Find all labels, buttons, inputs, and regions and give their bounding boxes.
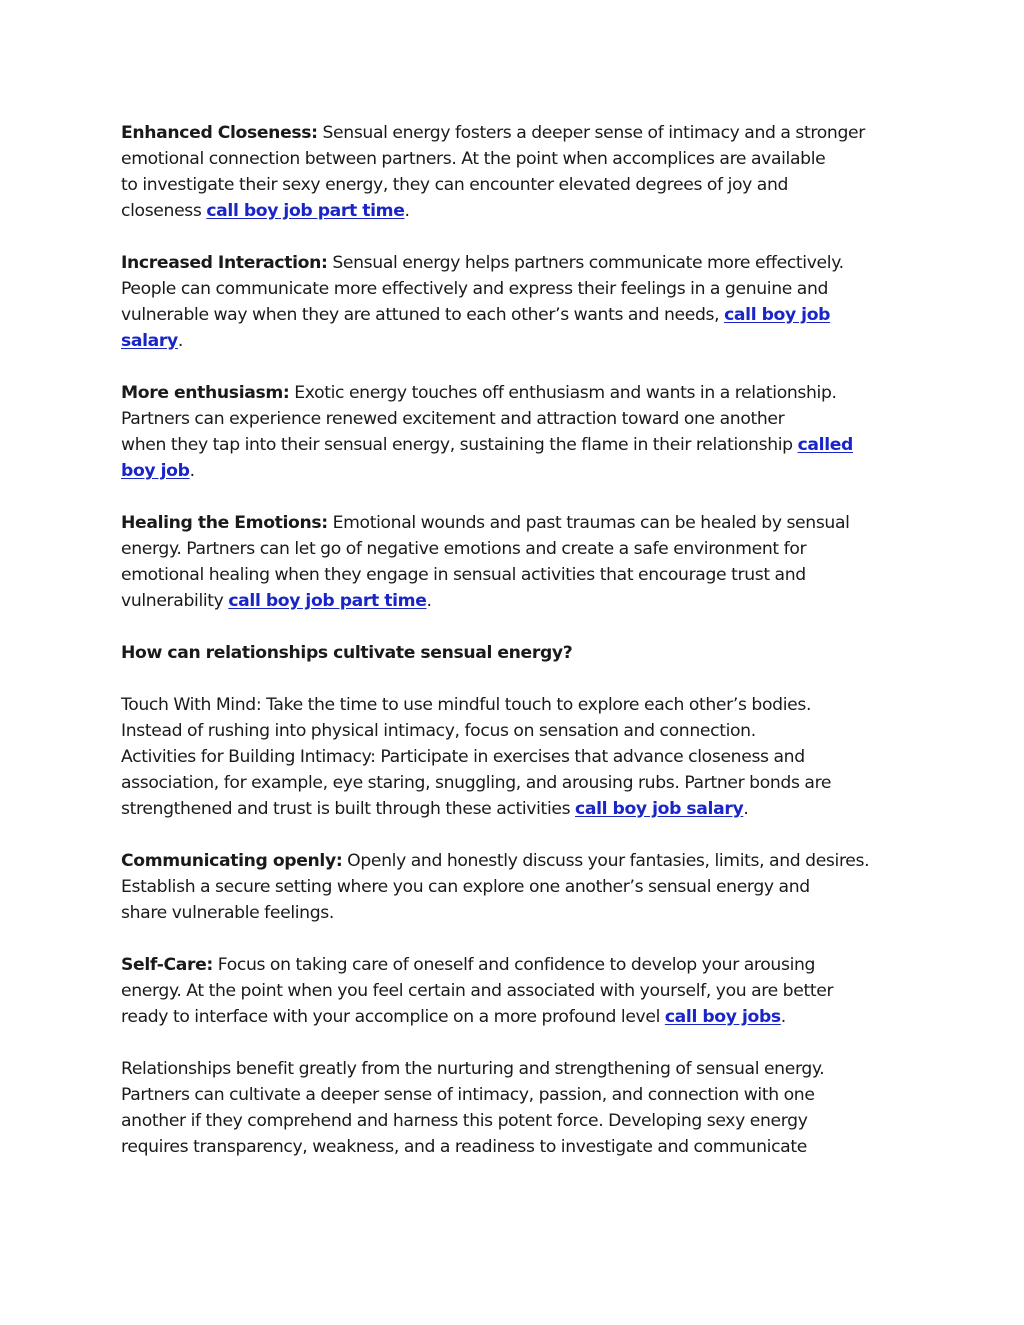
line-tail: . bbox=[743, 799, 749, 819]
call-boy-jobs-link[interactable]: call boy jobs bbox=[664, 1007, 781, 1027]
line-text: Openly and honestly discuss your fantasies, limits, and desires. bbox=[342, 851, 870, 871]
text-line bbox=[121, 250, 911, 276]
paragraph-healing-the-emotions bbox=[121, 510, 911, 614]
text-line: to investigate their sexy energy, they can encounter elevated degrees of joy and bbox=[121, 175, 789, 195]
call-boy-job-salary-link-2[interactable]: call boy job salary bbox=[575, 799, 744, 819]
text-line: another if they comprehend and harness this potent force. Developing sexy energy bbox=[121, 1111, 808, 1131]
line-text: ready to interface with your accomplice on a more profound level bbox=[121, 1007, 665, 1027]
line-text: vulnerable way when they are attuned to each other’s wants and needs, bbox=[121, 305, 725, 325]
text-line bbox=[121, 848, 911, 874]
text-line bbox=[121, 120, 911, 146]
text-line bbox=[121, 796, 911, 822]
line-text: strengthened and trust is built through these activities bbox=[121, 799, 576, 819]
line-text: when they tap into their sensual energy, sustaining the flame in their relationship bbox=[121, 435, 798, 455]
text-line bbox=[121, 380, 911, 406]
text-line: Establish a secure setting where you can explore one another’s sensual energy and bbox=[121, 877, 810, 897]
call-boy-job-part-time-link-2[interactable]: call boy job part time bbox=[228, 591, 427, 611]
line-text: Sensual energy fosters a deeper sense of intimacy and a stronger bbox=[317, 123, 865, 143]
text-line: Instead of rushing into physical intimacy, focus on sensation and connection. bbox=[121, 721, 756, 741]
text-line bbox=[121, 952, 911, 978]
text-line: Relationships benefit greatly from the nurturing and strengthening of sensual energy. bbox=[121, 1059, 825, 1079]
line-tail: . bbox=[404, 201, 410, 221]
paragraph-heading: Self-Care: bbox=[121, 955, 213, 975]
paragraph-heading: Increased Interaction: bbox=[121, 253, 328, 273]
text-line bbox=[121, 328, 911, 354]
text-line bbox=[121, 1004, 911, 1030]
line-tail: . bbox=[426, 591, 432, 611]
line-text: closeness bbox=[121, 201, 207, 221]
line-text: Focus on taking care of oneself and confidence to develop your arousing bbox=[212, 955, 816, 975]
call-boy-job-part-time-link[interactable]: call boy job part time bbox=[206, 201, 405, 221]
text-line: energy. Partners can let go of negative emotions and create a safe environment for bbox=[121, 539, 807, 559]
call-boy-job-salary-link[interactable]: call boy job bbox=[724, 305, 831, 325]
paragraph-heading: Healing the Emotions: bbox=[121, 513, 328, 533]
text-line: association, for example, eye staring, snuggling, and arousing rubs. Partner bonds are bbox=[121, 773, 832, 793]
line-tail: . bbox=[177, 331, 184, 351]
text-line: People can communicate more effectively and express their feelings in a genuine and bbox=[121, 279, 829, 299]
text-line: Touch With Mind: Take the time to use mindful touch to explore each other’s bodies. bbox=[121, 695, 812, 715]
paragraph-touch-with-mind bbox=[121, 692, 911, 822]
line-tail: . bbox=[780, 1007, 786, 1027]
paragraph-enhanced-closeness bbox=[121, 120, 911, 224]
document-page bbox=[121, 120, 911, 1186]
paragraph-heading: Communicating openly: bbox=[121, 851, 343, 871]
text-line bbox=[121, 510, 911, 536]
line-text: vulnerability bbox=[121, 591, 229, 611]
called-boy-job-link[interactable]: called bbox=[797, 435, 853, 455]
line-text: Exotic energy touches off enthusiasm and wants in a relationship. bbox=[289, 383, 837, 403]
text-line bbox=[121, 198, 911, 224]
paragraph-increased-interaction bbox=[121, 250, 911, 354]
section-heading-text: How can relationships cultivate sensual energy? bbox=[121, 643, 573, 663]
paragraph-heading: Enhanced Closeness: bbox=[121, 123, 318, 143]
text-line: energy. At the point when you feel certain and associated with yourself, you are better bbox=[121, 981, 834, 1001]
call-boy-job-salary-link-continued[interactable]: salary bbox=[121, 331, 178, 351]
text-line: requires transparency, weakness, and a readiness to investigate and communicate bbox=[121, 1137, 807, 1157]
paragraph-self-care bbox=[121, 952, 911, 1030]
line-tail: . bbox=[189, 461, 195, 481]
paragraph-conclusion bbox=[121, 1056, 911, 1160]
section-heading bbox=[121, 640, 911, 666]
paragraph-heading: More enthusiasm: bbox=[121, 383, 290, 403]
line-text: Sensual energy helps partners communicate more effectively. bbox=[327, 253, 844, 273]
text-line: Partners can cultivate a deeper sense of intimacy, passion, and connection with one bbox=[121, 1085, 815, 1105]
text-line: Activities for Building Intimacy: Participate in exercises that advance closeness and bbox=[121, 747, 805, 767]
text-line: Partners can experience renewed excitement and attraction toward one another bbox=[121, 409, 785, 429]
text-line bbox=[121, 458, 911, 484]
called-boy-job-link-continued[interactable]: boy job bbox=[121, 461, 190, 481]
text-line: emotional healing when they engage in sensual activities that encourage trust and bbox=[121, 565, 806, 585]
text-line: share vulnerable feelings. bbox=[121, 903, 335, 923]
line-text: Emotional wounds and past traumas can be healed by sensual bbox=[327, 513, 850, 533]
paragraph-more-enthusiasm bbox=[121, 380, 911, 484]
text-line bbox=[121, 432, 911, 458]
text-line bbox=[121, 588, 911, 614]
text-line bbox=[121, 302, 911, 328]
text-line: emotional connection between partners. At the point when accomplices are available bbox=[121, 149, 826, 169]
paragraph-communicating-openly bbox=[121, 848, 911, 926]
